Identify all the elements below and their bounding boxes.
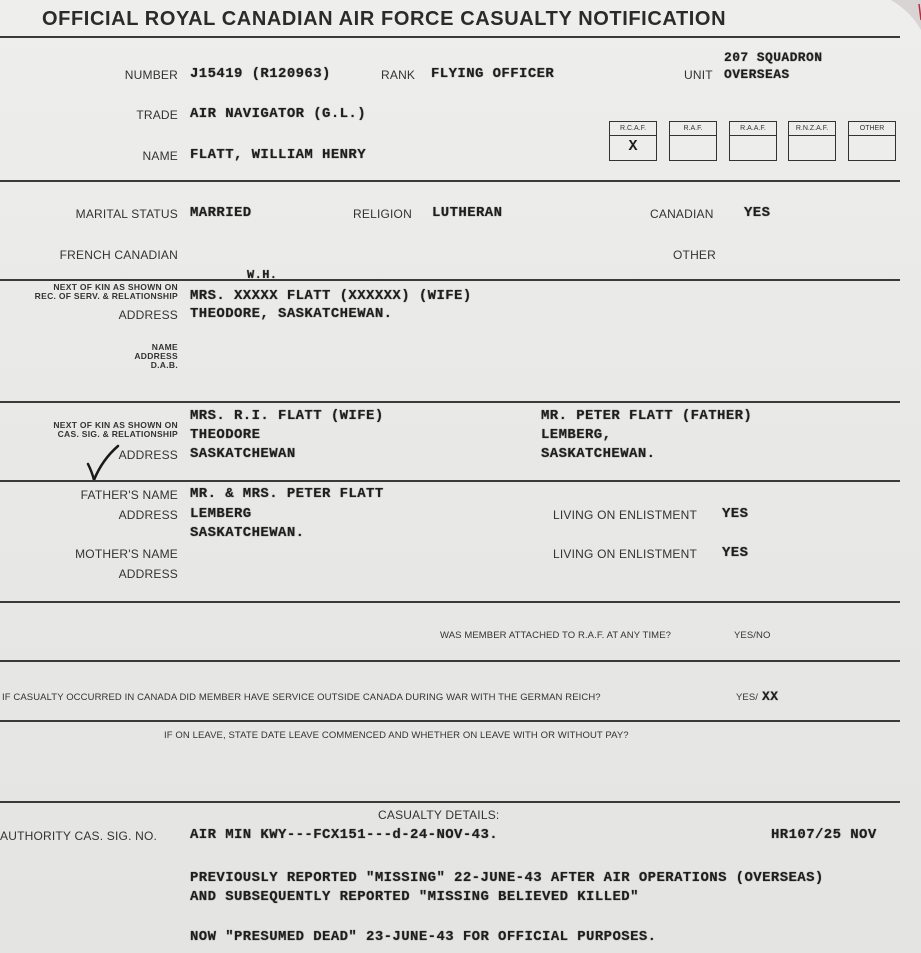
nok-record-address-label: ADDRESS xyxy=(118,308,178,322)
raf-question: WAS MEMBER ATTACHED TO R.A.F. AT ANY TIME? xyxy=(440,630,672,641)
fathers-name-value: MR. & MRS. PETER FLATT xyxy=(190,486,384,502)
mother-living-label: LIVING ON ENLISTMENT xyxy=(553,547,698,561)
section-divider xyxy=(0,279,900,281)
mother-address-label: ADDRESS xyxy=(118,567,178,581)
checkmark-icon xyxy=(86,444,120,482)
section-divider xyxy=(0,480,900,482)
service-number: J15419 (R120963) xyxy=(190,66,331,82)
service-box-rcaf xyxy=(609,121,657,161)
section-divider xyxy=(0,720,900,722)
raf-answer: YES/NO xyxy=(734,630,771,641)
religion-value: LUTHERAN xyxy=(432,205,503,221)
section-divider xyxy=(0,801,900,803)
name-label: NAME xyxy=(142,149,178,163)
mothers-name-label: MOTHER'S NAME xyxy=(75,547,178,561)
service-box-mark: X xyxy=(628,138,638,155)
number-label: NUMBER xyxy=(124,68,178,82)
canadian-value: YES xyxy=(744,205,771,221)
service-box-rnzaf xyxy=(788,121,836,161)
service-box-other xyxy=(848,121,896,161)
casualty-details-heading: CASUALTY DETAILS: xyxy=(378,808,500,822)
section-divider xyxy=(0,180,900,182)
nok-record-label-1: NEXT OF KIN AS SHOWN ON xyxy=(53,282,178,292)
dab-name-label: NAME xyxy=(151,342,178,352)
trade-value: AIR NAVIGATOR (G.L.) xyxy=(190,106,367,122)
unit-label: UNIT xyxy=(684,68,713,82)
authority-label: AUTHORITY CAS. SIG. NO. xyxy=(0,829,158,843)
father-living-label: LIVING ON ENLISTMENT xyxy=(553,508,698,522)
dab-address-label: ADDRESS xyxy=(134,351,178,361)
unit-value-line2: OVERSEAS xyxy=(724,67,790,82)
service-box-raaf xyxy=(729,121,777,161)
nok-cas-sig-label-2: CAS. SIG. & RELATIONSHIP xyxy=(57,429,178,439)
section-divider xyxy=(0,401,900,403)
section-divider xyxy=(0,660,900,662)
service-box-label: R.N.Z.A.F. xyxy=(789,122,835,136)
nok-cas-sig-left-1: MRS. R.I. FLATT (WIFE) xyxy=(190,408,384,424)
service-box-label: OTHER xyxy=(849,122,895,136)
service-box-raf xyxy=(669,121,717,161)
section-divider xyxy=(0,601,900,603)
other-label: OTHER xyxy=(673,248,716,262)
name-value: FLATT, WILLIAM HENRY xyxy=(190,147,367,163)
marital-status-value: MARRIED xyxy=(190,205,252,221)
canada-service-answer-yes: YES/ xyxy=(736,692,759,703)
canadian-label: CANADIAN xyxy=(650,207,714,221)
french-canadian-label: FRENCH CANADIAN xyxy=(59,248,178,262)
service-box-label: R.A.A.F. xyxy=(730,122,776,136)
nok-cas-sig-address-label: ADDRESS xyxy=(118,448,178,462)
canada-service-question: IF CASUALTY OCCURRED IN CANADA DID MEMBER HAVE SERVICE OUTSIDE CANADA DURING WAR WITH THE GERMAN REICH? xyxy=(2,692,601,703)
unit-value-line1: 207 SQUADRON xyxy=(724,50,823,65)
rank-value: FLYING OFFICER xyxy=(431,66,555,82)
fathers-name-label: FATHER'S NAME xyxy=(80,488,178,502)
casualty-detail-2: AND SUBSEQUENTLY REPORTED "MISSING BELIEVED KILLED" xyxy=(190,889,639,905)
nok-correction: W.H. xyxy=(247,268,278,282)
casualty-detail-3: NOW "PRESUMED DEAD" 23-JUNE-43 FOR OFFICIAL PURPOSES. xyxy=(190,929,657,945)
nok-cas-sig-right-3: SASKATCHEWAN. xyxy=(541,446,656,462)
canada-service-answer-struck: XX xyxy=(762,689,779,704)
service-box-label: R.A.F. xyxy=(670,122,716,136)
dab-label: D.A.B. xyxy=(150,360,178,370)
nok-record-address: THEODORE, SASKATCHEWAN. xyxy=(190,306,393,322)
title-divider xyxy=(0,36,900,38)
nok-cas-sig-label-1: NEXT OF KIN AS SHOWN ON xyxy=(53,420,178,430)
nok-record-label-2: REC. OF SERV. & RELATIONSHIP xyxy=(34,291,178,301)
nok-cas-sig-right-2: LEMBERG, xyxy=(541,427,612,443)
nok-cas-sig-left-3: SASKATCHEWAN xyxy=(190,446,296,462)
form-title: OFFICIAL ROYAL CANADIAN AIR FORCE CASUALTY NOTIFICATION xyxy=(42,8,727,30)
marital-status-label: MARITAL STATUS xyxy=(75,207,178,221)
service-box-label: R.C.A.F. xyxy=(610,122,656,136)
nok-cas-sig-right-1: MR. PETER FLATT (FATHER) xyxy=(541,408,753,424)
authority-value: AIR MIN KWY---FCX151---d-24-NOV-43. xyxy=(190,827,499,843)
nok-cas-sig-left-2: THEODORE xyxy=(190,427,261,443)
reference-value: HR107/25 NOV xyxy=(771,827,877,843)
father-living-value: YES xyxy=(722,506,749,522)
mother-living-value: YES xyxy=(722,545,749,561)
torn-corner-icon xyxy=(881,0,921,30)
father-address-label: ADDRESS xyxy=(118,508,178,522)
father-address-1: LEMBERG xyxy=(190,506,252,522)
leave-question: IF ON LEAVE, STATE DATE LEAVE COMMENCED AND WHETHER ON LEAVE WITH OR WITHOUT PAY? xyxy=(164,730,629,741)
casualty-detail-1: PREVIOUSLY REPORTED "MISSING" 22-JUNE-43 AFTER AIR OPERATIONS (OVERSEAS) xyxy=(190,870,824,886)
trade-label: TRADE xyxy=(136,108,178,122)
rank-label: RANK xyxy=(381,68,416,82)
nok-record-value: MRS. XXXXX FLATT (XXXXXX) (WIFE) xyxy=(190,288,472,304)
religion-label: RELIGION xyxy=(353,207,412,221)
father-address-2: SASKATCHEWAN. xyxy=(190,525,305,541)
